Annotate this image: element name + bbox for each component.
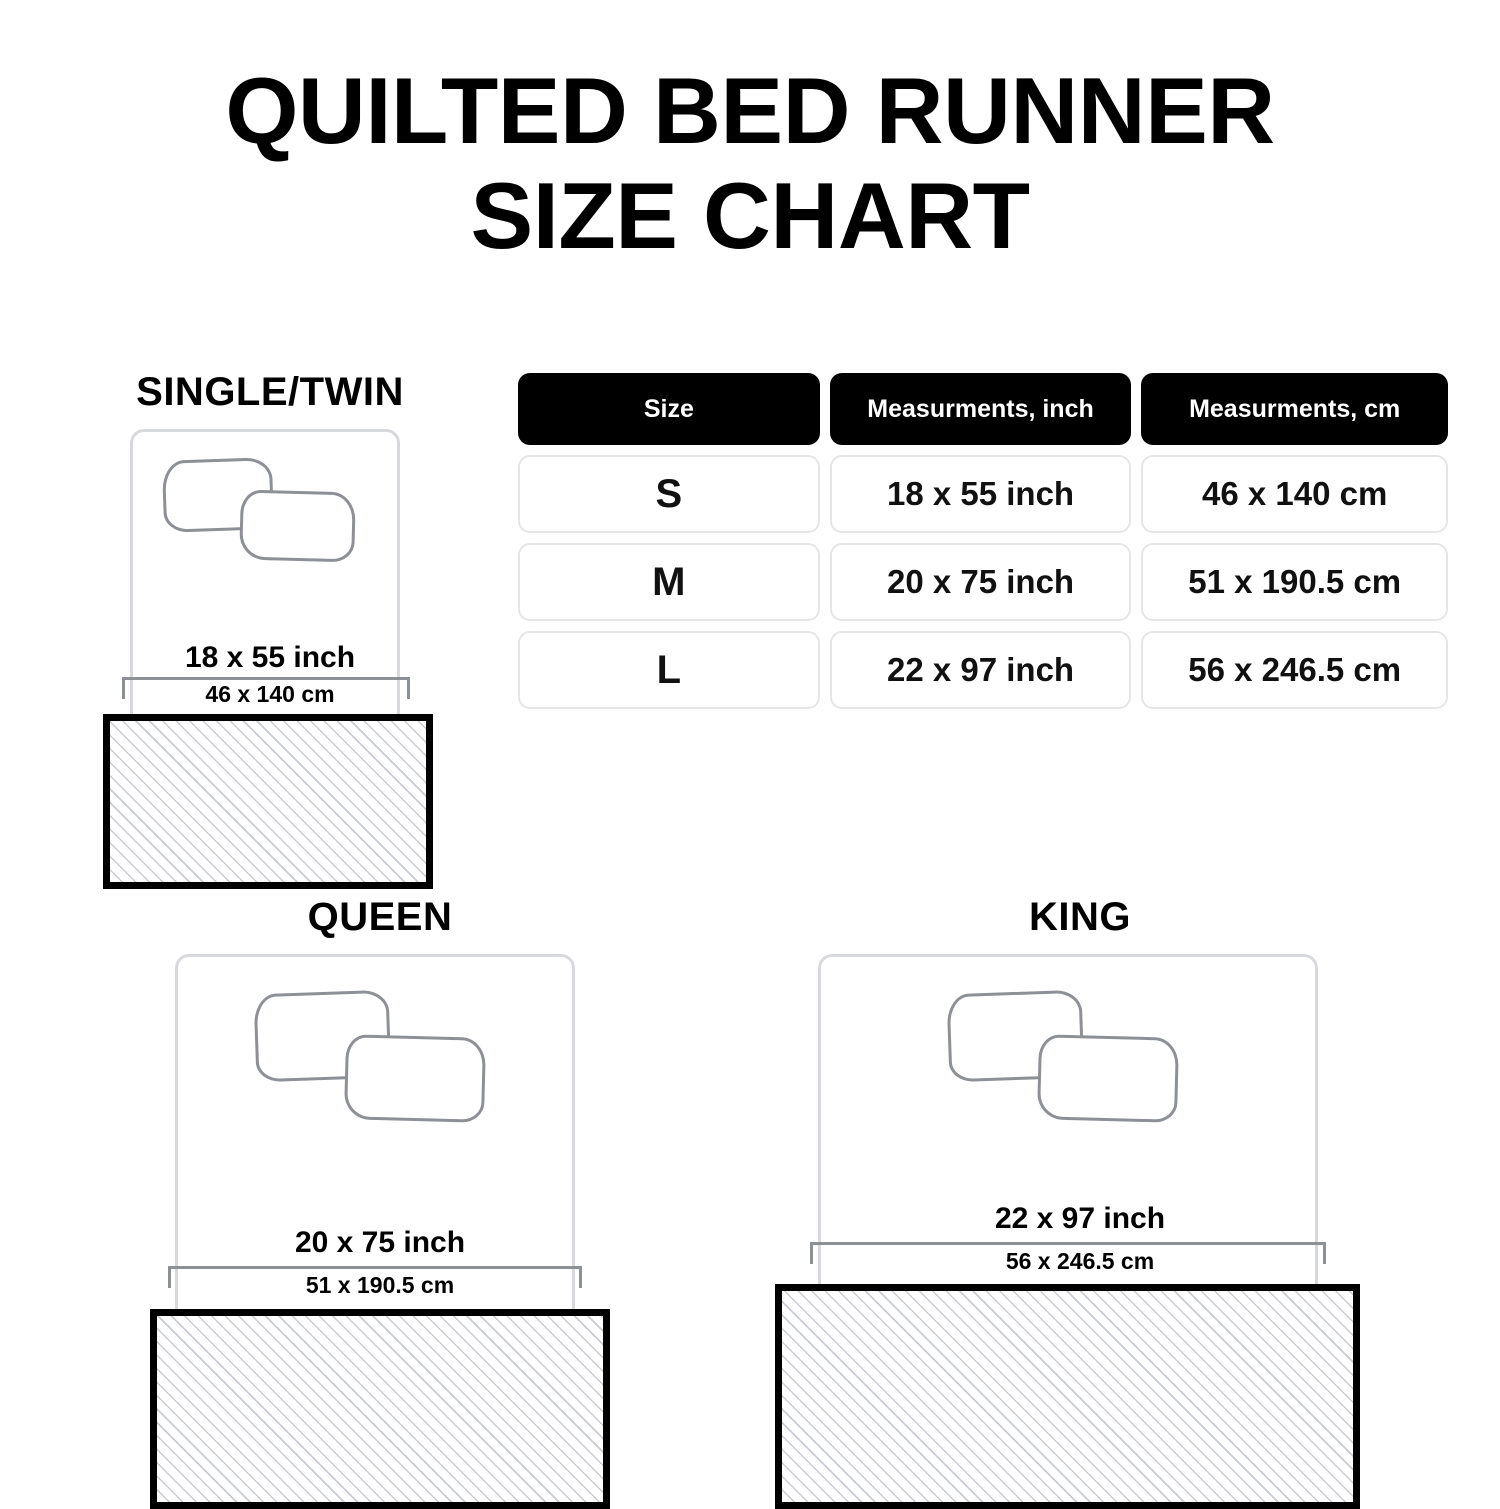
dimension-cm-single: 46 x 140 cm: [205, 681, 335, 707]
bed-label-king: KING: [1029, 895, 1131, 939]
dimension-inch-queen: 20 x 75 inch: [294, 1226, 466, 1259]
title-line-2: SIZE CHART: [470, 163, 1030, 269]
cell-size-m: M: [518, 543, 820, 621]
cell-size-l: L: [518, 631, 820, 709]
cell-inch-m: 20 x 75 inch: [830, 543, 1132, 621]
bed-runner-queen: [150, 1309, 610, 1509]
table-row: [518, 455, 1448, 533]
table-row: [518, 631, 1448, 709]
cell-size-s: S: [518, 455, 820, 533]
dimension-inch-single: 18 x 55 inch: [184, 641, 356, 674]
pillow-icon-right-queen: [344, 1034, 486, 1123]
column-header-cm: Measurments, cm: [1141, 373, 1448, 445]
bed-runner-king: [775, 1284, 1360, 1509]
table-header-row: [518, 373, 1448, 445]
dimension-cm-king: 56 x 246.5 cm: [1005, 1248, 1155, 1274]
pillow-icon-right-single: [239, 490, 356, 563]
pillow-icon-right-king: [1037, 1034, 1179, 1123]
column-header-inch: Measurments, inch: [830, 373, 1132, 445]
dimension-cm-queen: 51 x 190.5 cm: [305, 1272, 455, 1298]
column-header-size: Size: [518, 373, 820, 445]
dimension-inch-king: 22 x 97 inch: [994, 1202, 1166, 1235]
cell-cm-l: 56 x 246.5 cm: [1141, 631, 1448, 709]
diagram-queen: [150, 895, 610, 1494]
diagram-single-twin: [95, 370, 445, 899]
cell-cm-m: 51 x 190.5 cm: [1141, 543, 1448, 621]
cell-cm-s: 46 x 140 cm: [1141, 455, 1448, 533]
page-title: [0, 58, 1500, 269]
table-row: [518, 543, 1448, 621]
title-line-1: QUILTED BED RUNNER: [225, 58, 1275, 163]
bed-label-single-twin: SINGLE/TWIN: [136, 370, 404, 414]
size-chart-table: [518, 373, 1448, 719]
bed-runner-single: [103, 714, 433, 889]
cell-inch-l: 22 x 97 inch: [830, 631, 1132, 709]
cell-inch-s: 18 x 55 inch: [830, 455, 1132, 533]
diagram-king: [800, 895, 1360, 1494]
bed-label-queen: QUEEN: [307, 895, 453, 939]
